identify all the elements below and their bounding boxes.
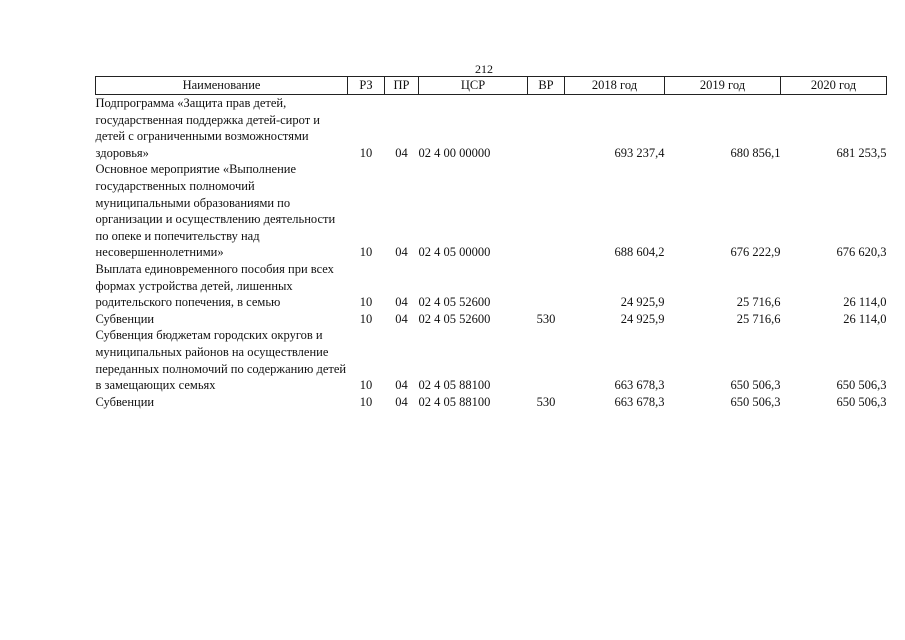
table-row [96,327,887,393]
row-rz: 10 [359,145,373,160]
row-2018: 24 925,9 [620,295,665,310]
row-csr: 02 4 05 88100 [418,394,491,409]
row-pr: 04 [395,295,408,310]
row-vr [528,327,565,393]
table-row [96,311,887,328]
column-header-2020: 2020 год [781,77,887,95]
row-name: Выплата единовременного пособия при всех формах устройства детей, лишенных родительского попечения, в семью [95,261,334,310]
row-2020: 650 506,3 [836,378,887,393]
row-pr: 04 [395,394,408,409]
row-csr: 02 4 05 52600 [418,295,491,310]
row-pr: 04 [395,245,408,260]
table-header-row [96,77,887,95]
row-2018: 693 237,4 [614,145,665,160]
row-2018: 663 678,3 [614,394,665,409]
row-2019: 25 716,6 [736,295,781,310]
table-row [96,161,887,261]
row-2019: 676 222,9 [730,245,781,260]
row-name: Основное мероприятие «Выполнение государственных полномочий муниципальными образованиями по организации и осуществлению деятельности по опеке и попечительству над несовершеннолетними» [95,162,336,260]
column-header-pr: ПР [385,77,419,95]
row-2019: 680 856,1 [730,145,781,160]
row-name: Субвенции [95,394,155,409]
page-number: 212 [475,62,493,76]
row-2020: 650 506,3 [836,394,887,409]
column-header-rz: РЗ [348,77,385,95]
budget-table [95,76,887,410]
row-csr: 02 4 05 88100 [418,378,491,393]
row-rz: 10 [359,295,373,310]
row-vr [528,161,565,261]
row-2018: 24 925,9 [620,311,665,326]
row-pr: 04 [395,378,408,393]
row-name: Субвенция бюджетам городских округов и муниципальных районов на осуществление переданных полномочий по содержанию детей в замещающих семьях [95,328,347,393]
row-2018: 663 678,3 [614,378,665,393]
column-header-2019: 2019 год [665,77,781,95]
row-pr: 04 [395,311,408,326]
row-rz: 10 [359,378,373,393]
row-2019: 650 506,3 [730,394,781,409]
table-row [96,394,887,411]
row-vr [528,261,565,311]
row-csr: 02 4 00 00000 [418,145,491,160]
row-2019: 25 716,6 [736,311,781,326]
column-header-vr: ВР [528,77,565,95]
row-2020: 26 114,0 [843,295,887,310]
row-vr [528,95,565,162]
column-header-name: Наименование [96,77,348,95]
row-2020: 676 620,3 [836,245,887,260]
row-2020: 26 114,0 [843,311,887,326]
row-pr: 04 [395,145,408,160]
row-csr: 02 4 05 52600 [418,311,491,326]
row-2018: 688 604,2 [614,245,665,260]
column-header-csr: ЦСР [419,77,528,95]
table-row [96,261,887,311]
row-rz: 10 [359,245,373,260]
row-2020: 681 253,5 [836,145,887,160]
row-2019: 650 506,3 [730,378,781,393]
row-rz: 10 [359,394,373,409]
row-rz: 10 [359,311,373,326]
column-header-2018: 2018 год [565,77,665,95]
table-row [96,95,887,162]
row-vr: 530 [536,311,556,326]
row-name: Подпрограмма «Защита прав детей, государственная поддержка детей-сирот и детей с ограниченными возможностями здоровья» [95,96,320,160]
row-csr: 02 4 05 00000 [418,245,491,260]
row-name: Субвенции [95,311,155,326]
row-vr: 530 [536,394,556,409]
